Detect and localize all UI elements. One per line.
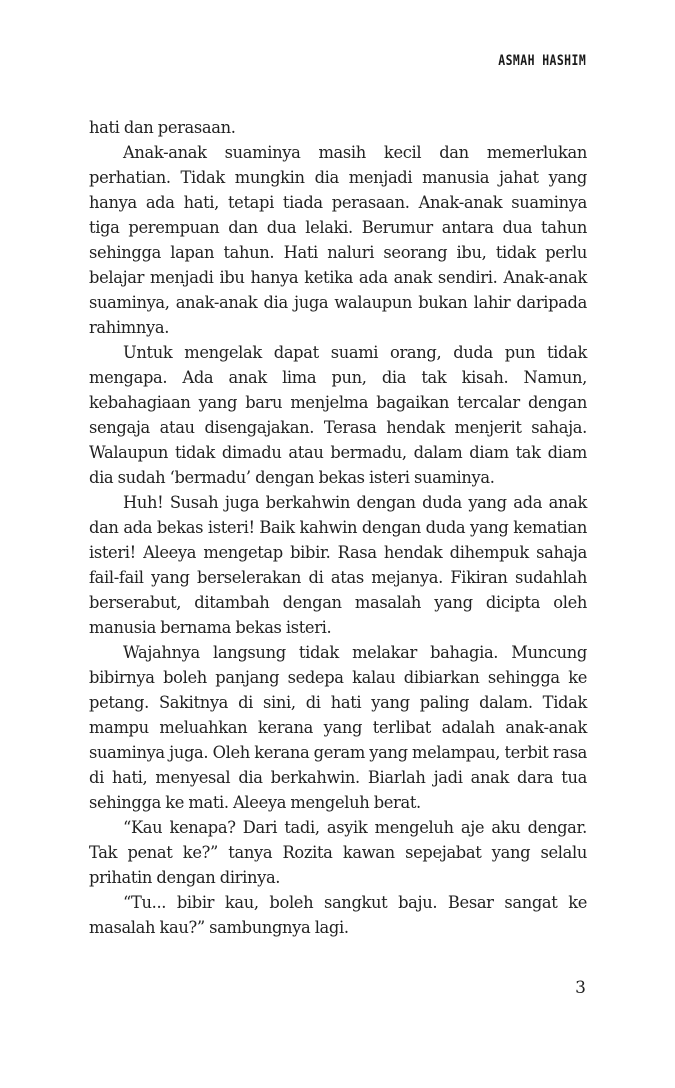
- paragraph: “Kau kenapa? Dari tadi, asyik mengeluh aje aku dengar. Tak penat ke?” tanya Rozita kawan sepejabat yang selalu prihatin dengan dirinya.: [89, 818, 587, 887]
- paragraph: Wajahnya langsung tidak melakar bahagia. Muncung bibirnya boleh panjang sedepa kalau dibiarkan sehingga ke petang. Sakitnya di sini, di hati yang paling dalam. Tidak mampu meluahkan kerana yang terlibat adalah anak-anak suaminya juga. Oleh kerana geram yang melampau, terbit rasa di hati, menyesal dia berkahwin. Biarlah jadi anak dara tua sehingga ke mati. Aleeya mengeluh berat.: [89, 643, 587, 812]
- paragraph: “Tu... bibir kau, boleh sangkut baju. Besar sangat ke masalah kau?” sambungnya lagi.: [89, 893, 587, 937]
- body-text: [89, 115, 587, 940]
- paragraph: Anak-anak suaminya masih kecil dan memerlukan perhatian. Tidak mungkin dia menjadi manusia jahat yang hanya ada hati, tetapi tiada perasaan. Anak-anak suaminya tiga perempuan dan dua lelaki. Berumur antara dua tahun sehingga lapan tahun. Hati naluri seorang ibu, tidak perlu belajar menjadi ibu hanya ketika ada anak sendiri. Anak-anak suaminya, anak-anak dia juga walaupun bukan lahir daripada rahimnya.: [89, 143, 587, 337]
- running-header-author: ASMAH HASHIM: [498, 53, 586, 69]
- paragraph-continuation: hati dan perasaan.: [89, 118, 236, 137]
- paragraph: Untuk mengelak dapat suami orang, duda pun tidak mengapa. Ada anak lima pun, dia tak kisah. Namun, kebahagiaan yang baru menjelma bagaikan tercalar dengan sengaja atau disengajakan. Terasa hendak menjerit sahaja. Walaupun tidak dimadu atau bermadu, dalam diam tak diam dia sudah ‘bermadu’ dengan bekas isteri suaminya.: [89, 343, 587, 487]
- page-number: 3: [575, 978, 586, 998]
- paragraph: Huh! Susah juga berkahwin dengan duda yang ada anak dan ada bekas isteri! Baik kahwin dengan duda yang kematian isteri! Aleeya mengetap bibir. Rasa hendak dihempuk sahaja fail-fail yang berselerakan di atas mejanya. Fikiran sudahlah berserabut, ditambah dengan masalah yang dicipta oleh manusia bernama bekas isteri.: [89, 493, 587, 637]
